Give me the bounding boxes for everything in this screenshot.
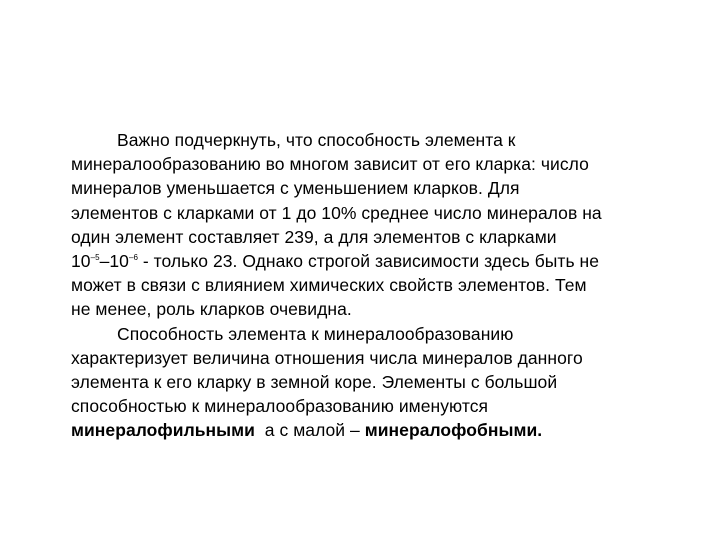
bold-term-mineralophobic: минералофобными. [364,420,543,441]
paragraph-mineral-forming-ability [71,322,691,443]
text-line: минералообразованию во многом зависит от его кларка: число [71,154,589,175]
text-line: может в связи с влиянием химических свойств элементов. Тем [71,275,587,296]
text-line-content: - только 23. Однако строгой зависимости здесь быть не [137,251,600,272]
power-exponent: –6 [128,253,138,263]
slide-body-text [71,128,691,443]
text-line: характеризует величина отношения числа минералов данного [71,347,583,368]
text-line [71,128,691,152]
text-line: один элемент составляет 239, а для элементов с кларками [71,226,557,247]
text-line-content: а с малой – [254,420,365,441]
text-line-content: Важно подчеркнуть, что способность элемента к [117,130,516,150]
text-line: минералов уменьшается с уменьшением кларков. Для [71,178,520,199]
bold-term-mineralophilic: минералофильными [71,420,255,441]
text-line: элементов с кларками от 1 до 10% среднее число минералов на [71,202,602,223]
power-base: 10 [109,251,129,272]
power-exponent: –5 [90,253,100,263]
power-base: 10 [71,251,91,272]
text-line-content: Способность элемента к минералообразованию [117,323,514,344]
text-line-with-bold-terms [71,418,691,442]
paragraph-clarke-dependence [71,128,691,322]
text-line [71,322,691,346]
text-line: элемента к его кларку в земной коре. Элементы с большой [71,372,558,393]
text-line: способностью к минералообразованию именуются [71,396,489,417]
text-line-with-exponents [71,249,691,273]
text-line: не менее, роль кларков очевидна. [71,299,352,320]
range-dash: – [99,251,110,272]
